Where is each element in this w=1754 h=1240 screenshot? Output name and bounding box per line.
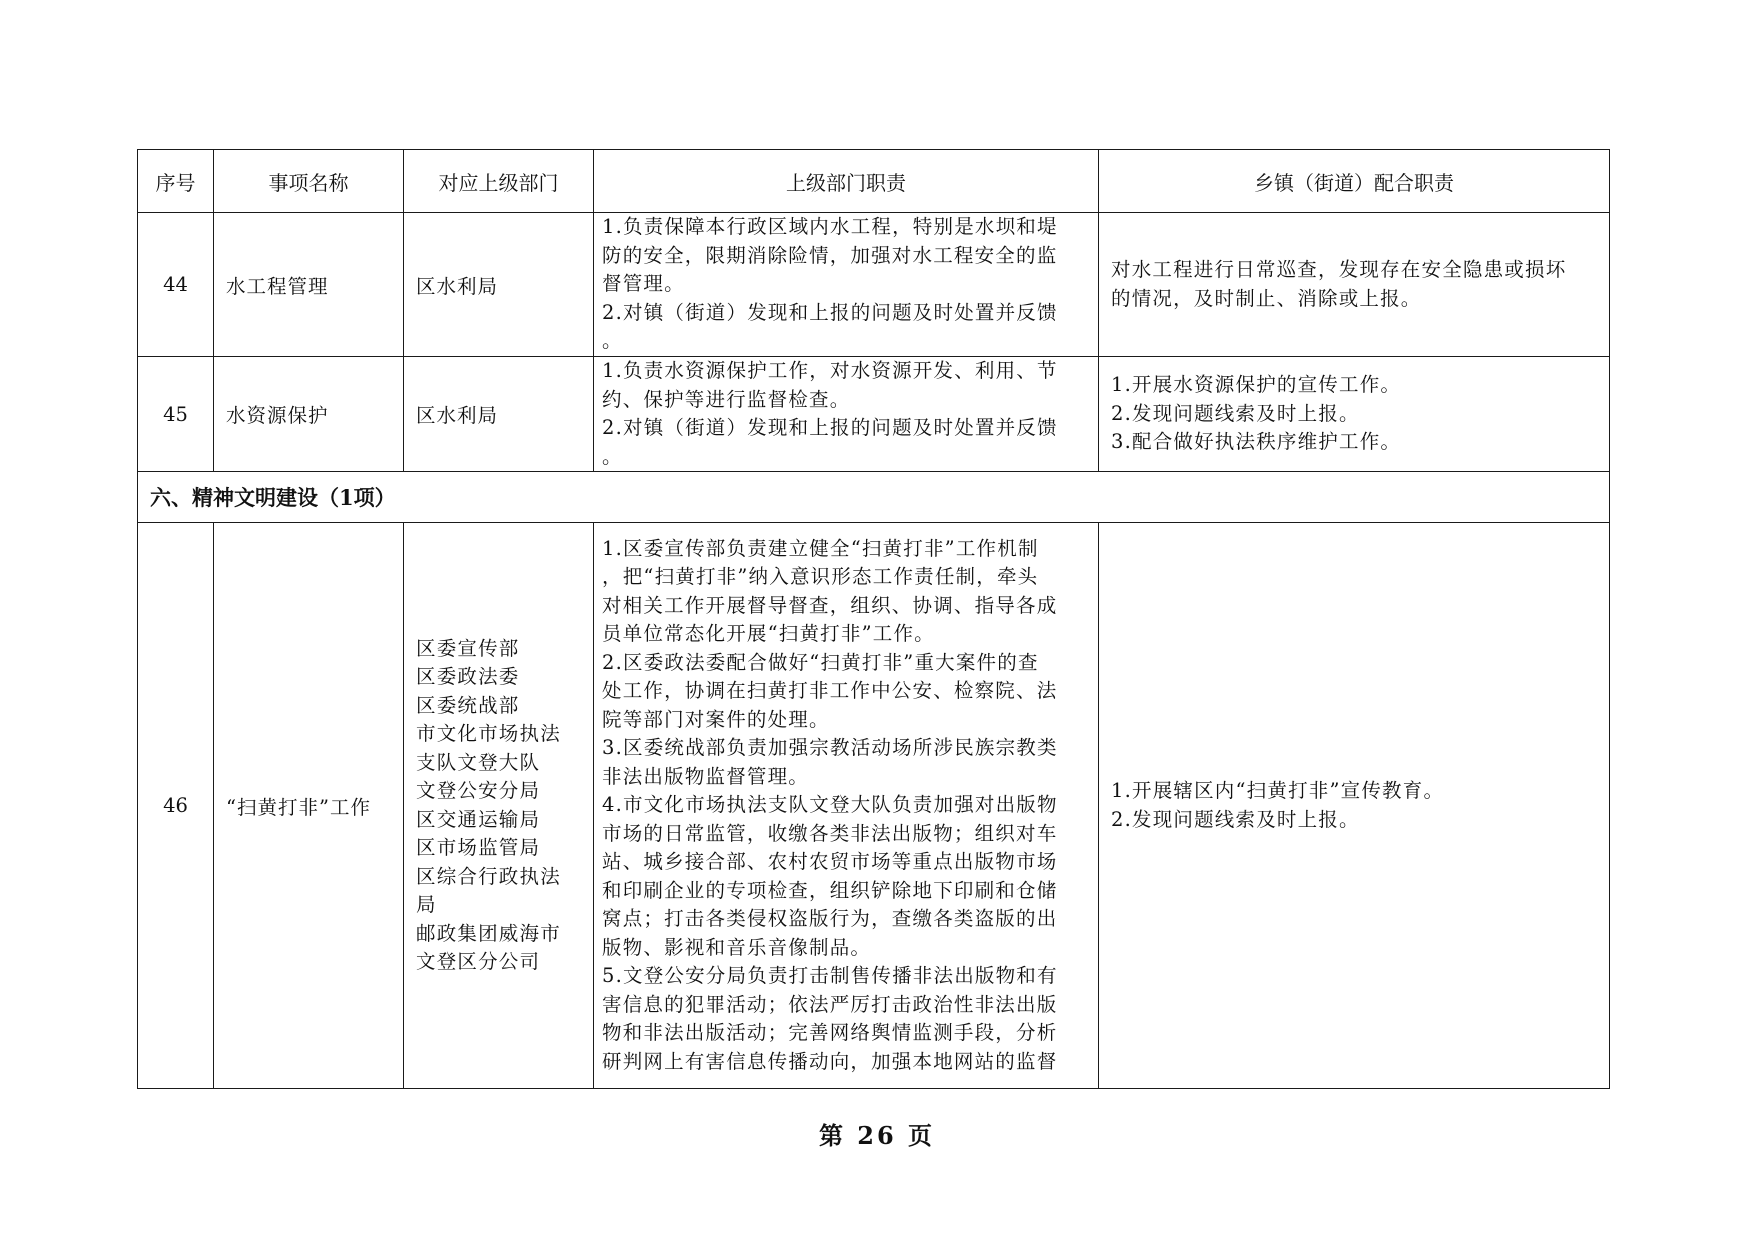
row-num: 44 xyxy=(138,213,214,357)
header-row xyxy=(138,150,1610,213)
text-line: 区综合行政执法 xyxy=(416,864,561,888)
text-line: 市场的日常监管，收缴各类非法出版物；组织对车 xyxy=(602,821,1058,845)
text-line: 防的安全，限期消除险情，加强对水工程安全的监 xyxy=(602,243,1058,267)
text-line: 市文化市场执法 xyxy=(416,722,561,745)
text-line: 。 xyxy=(602,444,623,468)
header-dept: 对应上级部门 xyxy=(404,150,594,213)
text-line: 处工作，协调在扫黄打非工作中公安、检察院、法 xyxy=(602,679,1058,703)
row-num: 45 xyxy=(138,357,214,472)
section-title: 六、精神文明建设（1项） xyxy=(138,472,1610,523)
text-line: 支队文登大队 xyxy=(416,750,541,774)
text-line: 4.市文化市场执法支队文登大队负责加强对出版物 xyxy=(602,793,1058,817)
section-row xyxy=(138,472,1610,523)
row-dept-duty xyxy=(594,523,1099,1089)
text-line: 窝点；打击各类侵权盗版行为，查缴各类盗版的出 xyxy=(602,907,1058,931)
row-township-duty xyxy=(1099,213,1610,357)
row-item-name: 水资源保护 xyxy=(214,357,404,472)
text-line: 1.开展水资源保护的宣传工作。 xyxy=(1111,373,1402,397)
text-line: 文登区分公司 xyxy=(416,950,541,973)
text-line: 2.对镇（街道）发现和上报的问题及时处置并反馈 xyxy=(602,300,1058,324)
text-line: 站、城乡接合部、农村农贸市场等重点出版物市场 xyxy=(602,850,1058,874)
row-township-duty xyxy=(1099,523,1610,1089)
text-line: 院等部门对案件的处理。 xyxy=(602,707,830,731)
text-line: 研判网上有害信息传播动向，加强本地网站的监督 xyxy=(602,1049,1058,1073)
header-dept-duty: 上级部门职责 xyxy=(594,150,1099,213)
text-line: 2.对镇（街道）发现和上报的问题及时处置并反馈 xyxy=(602,416,1058,439)
text-line: ，把“扫黄打非”纳入意识形态工作责任制，牵头 xyxy=(602,565,1039,589)
row-dept xyxy=(404,523,594,1089)
text-line: 督管理。 xyxy=(602,272,685,296)
text-line: 2.发现问题线索及时上报。 xyxy=(1111,807,1360,831)
text-line: 1.负责保障本行政区域内水工程，特别是水坝和堤 xyxy=(602,215,1058,239)
text-line: 非法出版物监督管理。 xyxy=(602,764,810,788)
text-line: 区委统战部 xyxy=(416,693,520,717)
text-line: 。 xyxy=(602,329,623,353)
text-line: 版物、影视和音乐音像制品。 xyxy=(602,935,872,959)
text-line: 3.区委统战部负责加强宗教活动场所涉民族宗教类 xyxy=(602,736,1058,760)
text-line: 对相关工作开展督导督查，组织、协调、指导各成 xyxy=(602,593,1058,617)
header-item-name: 事项名称 xyxy=(214,150,404,213)
text-line: 的情况，及时制止、消除或上报。 xyxy=(1111,286,1422,310)
text-line: 1.开展辖区内“扫黄打非”宣传教育。 xyxy=(1111,779,1445,802)
row-dept: 区水利局 xyxy=(404,357,594,472)
text-line: 区委宣传部 xyxy=(416,636,520,660)
row-township-duty xyxy=(1099,357,1610,472)
text-line: 员单位常态化开展“扫黄打非”工作。 xyxy=(602,622,935,646)
text-line: 1.负责水资源保护工作，对水资源开发、利用、节 xyxy=(602,359,1058,382)
text-line: 邮政集团威海市 xyxy=(416,921,561,945)
text-line: 局 xyxy=(416,893,437,916)
table-row xyxy=(138,213,1610,357)
header-num: 序号 xyxy=(138,150,214,213)
text-line: 区交通运输局 xyxy=(416,807,541,831)
text-line: 2.区委政法委配合做好“扫黄打非”重大案件的查 xyxy=(602,650,1039,674)
row-dept-duty xyxy=(594,357,1099,472)
text-line: 区市场监管局 xyxy=(416,836,541,859)
text-line: 对水工程进行日常巡查，发现存在安全隐患或损坏 xyxy=(1111,258,1567,281)
text-line: 1.区委宣传部负责建立健全“扫黄打非”工作机制 xyxy=(602,536,1039,560)
text-line: 害信息的犯罪活动；依法严厉打击政治性非法出版 xyxy=(602,992,1058,1016)
text-line: 约、保护等进行监督检查。 xyxy=(602,387,851,411)
row-dept: 区水利局 xyxy=(404,213,594,357)
text-line: 3.配合做好执法秩序维护工作。 xyxy=(1111,430,1402,454)
text-line: 2.发现问题线索及时上报。 xyxy=(1111,401,1360,425)
page-number: 第 26 页 xyxy=(818,1121,936,1150)
table-row xyxy=(138,357,1610,472)
row-num: 46 xyxy=(138,523,214,1089)
text-line: 区委政法委 xyxy=(416,665,520,688)
duty-table xyxy=(137,149,1610,1089)
row-item-name: “扫黄打非”工作 xyxy=(214,523,404,1089)
text-line: 物和非法出版活动；完善网络舆情监测手段，分析 xyxy=(602,1021,1058,1045)
row-item-name: 水工程管理 xyxy=(214,213,404,357)
row-dept-duty xyxy=(594,213,1099,357)
text-line: 5.文登公安分局负责打击制售传播非法出版物和有 xyxy=(602,964,1058,988)
table-row xyxy=(138,523,1610,1089)
header-township-duty: 乡镇（街道）配合职责 xyxy=(1099,150,1610,213)
text-line: 和印刷企业的专项检查，组织铲除地下印刷和仓储 xyxy=(602,878,1058,902)
text-line: 文登公安分局 xyxy=(416,779,541,802)
